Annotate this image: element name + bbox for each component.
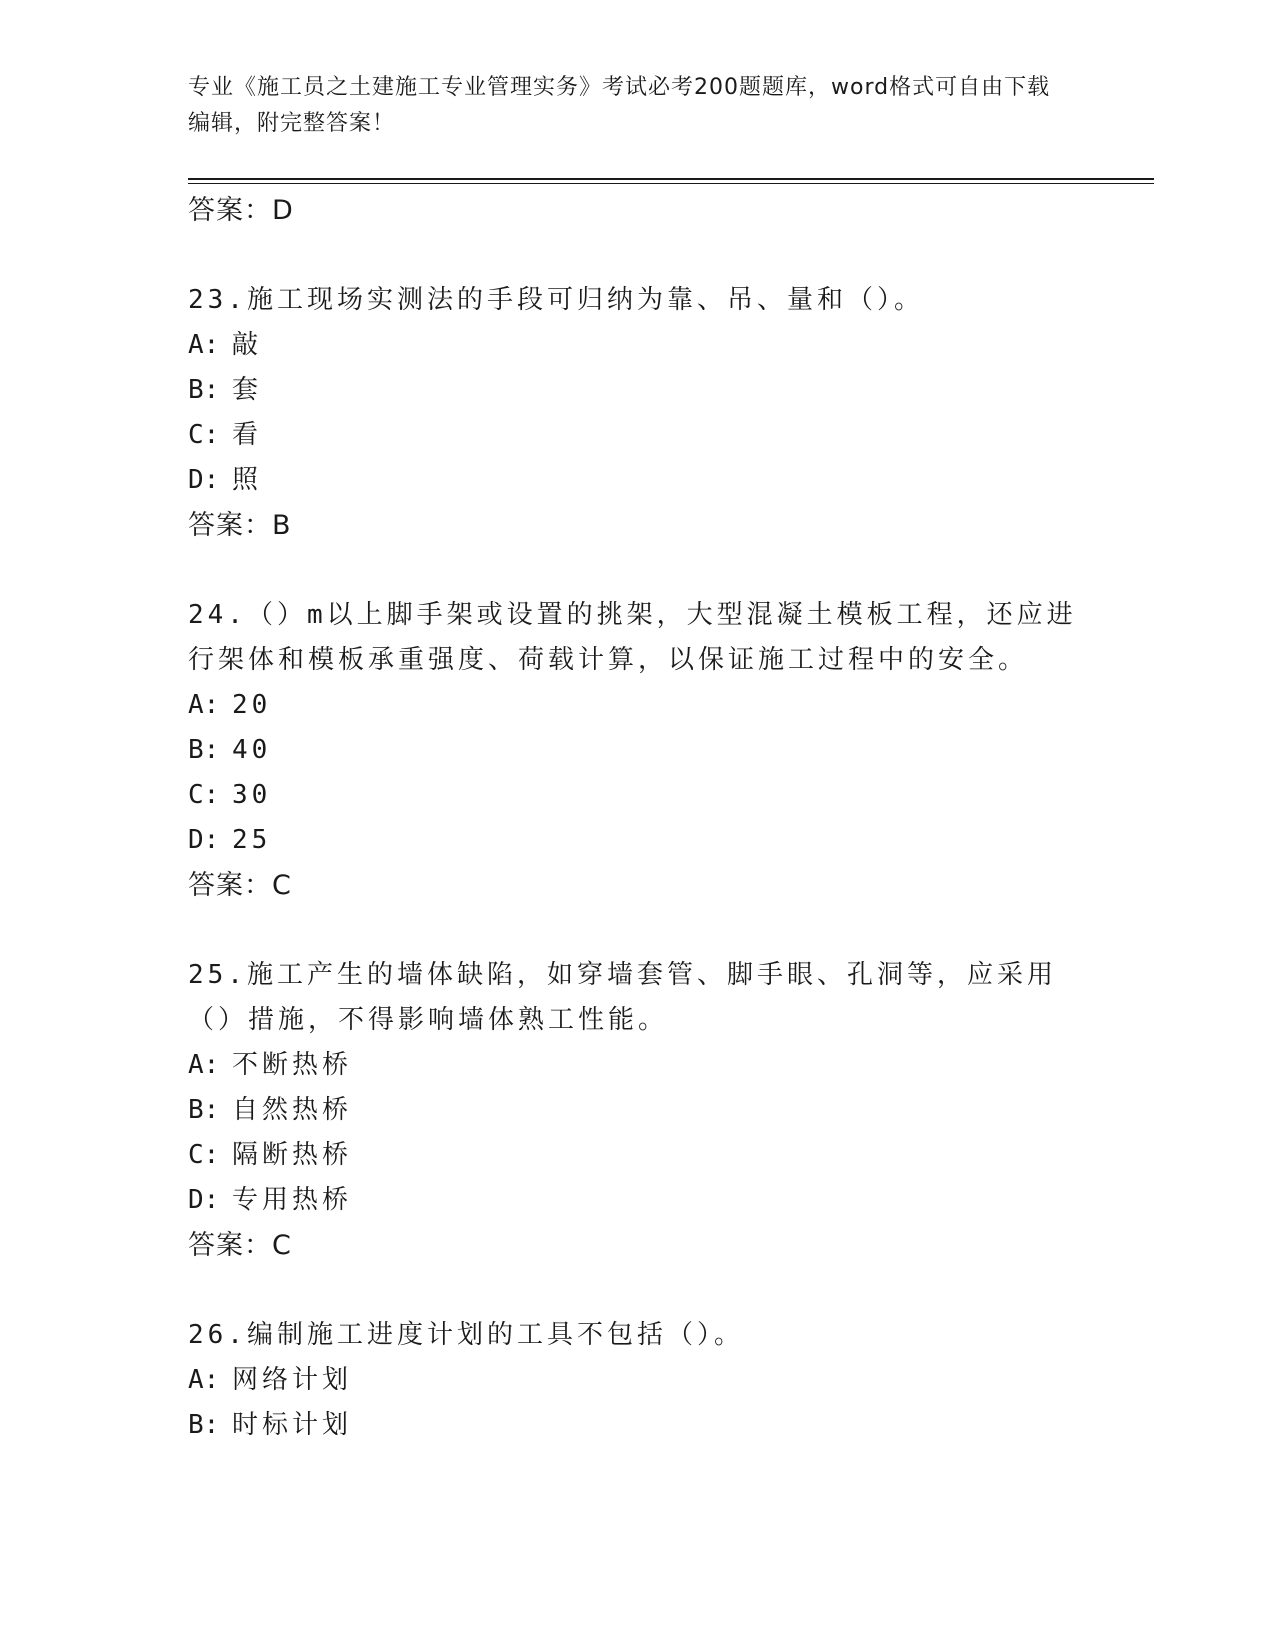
option-c xyxy=(188,413,1088,458)
option-key: A: xyxy=(188,690,220,720)
option-b xyxy=(188,1088,1088,1133)
option-key: B: xyxy=(188,1095,220,1125)
question-text: 23.施工现场实测法的手段可归纳为靠、吊、量和（）。 xyxy=(188,285,924,315)
option-a xyxy=(188,323,1088,368)
answer-line: 答案：D xyxy=(188,195,294,226)
question-block xyxy=(188,593,1088,909)
option-text: 40 xyxy=(232,735,272,765)
option-text: 套 xyxy=(232,375,263,405)
option-d xyxy=(188,458,1088,503)
option-key: C: xyxy=(188,420,220,450)
option-key: D: xyxy=(188,1185,220,1215)
option-c xyxy=(188,1133,1088,1178)
option-key: A: xyxy=(188,1365,220,1395)
option-text: 20 xyxy=(232,690,272,720)
option-key: B: xyxy=(188,375,220,405)
option-text: 照 xyxy=(232,465,263,495)
question-text: 24.（）m以上脚手架或设置的挑架，大型混凝土模板工程，还应进行架体和模板承重强度、荷载计算，以保证施工过程中的安全。 xyxy=(188,600,1077,675)
option-text: 隔断热桥 xyxy=(232,1140,353,1170)
option-a xyxy=(188,1043,1088,1088)
option-c xyxy=(188,773,1088,818)
answer-line: 答案：C xyxy=(188,870,292,901)
answer-line: 答案：B xyxy=(188,510,292,541)
option-b xyxy=(188,728,1088,773)
option-key: B: xyxy=(188,1410,220,1440)
question-text: 25.施工产生的墙体缺陷，如穿墙套管、脚手眼、孔洞等，应采用（）措施，不得影响墙体熟工性能。 xyxy=(188,960,1057,1035)
question-block xyxy=(188,278,1088,549)
option-text: 自然热桥 xyxy=(232,1095,353,1125)
option-b xyxy=(188,368,1088,413)
option-text: 不断热桥 xyxy=(232,1050,353,1080)
question-block xyxy=(188,953,1088,1269)
page-header: 专业《施工员之土建施工专业管理实务》考试必考200题题库，word格式可自由下载编辑，附完整答案！ xyxy=(188,75,1051,136)
option-key: B: xyxy=(188,735,220,765)
question-list xyxy=(188,188,1088,1448)
option-text: 看 xyxy=(232,420,263,450)
option-key: C: xyxy=(188,1140,220,1170)
option-text: 专用热桥 xyxy=(232,1185,353,1215)
question-text: 26.编制施工进度计划的工具不包括（）。 xyxy=(188,1320,744,1350)
header-rule-thin xyxy=(188,183,1154,184)
option-text: 敲 xyxy=(232,330,263,360)
header-rule-thick xyxy=(188,178,1154,180)
option-key: D: xyxy=(188,825,220,855)
option-d xyxy=(188,1178,1088,1223)
option-b xyxy=(188,1403,1088,1448)
option-text: 网络计划 xyxy=(232,1365,353,1395)
option-text: 25 xyxy=(232,825,272,855)
option-key: A: xyxy=(188,330,220,360)
option-text: 时标计划 xyxy=(232,1410,353,1440)
option-key: A: xyxy=(188,1050,220,1080)
option-key: D: xyxy=(188,465,220,495)
question-block xyxy=(188,1313,1088,1448)
option-key: C: xyxy=(188,780,220,810)
option-text: 30 xyxy=(232,780,272,810)
option-a xyxy=(188,683,1088,728)
answer-line: 答案：C xyxy=(188,1230,292,1261)
option-d xyxy=(188,818,1088,863)
option-a xyxy=(188,1358,1088,1403)
